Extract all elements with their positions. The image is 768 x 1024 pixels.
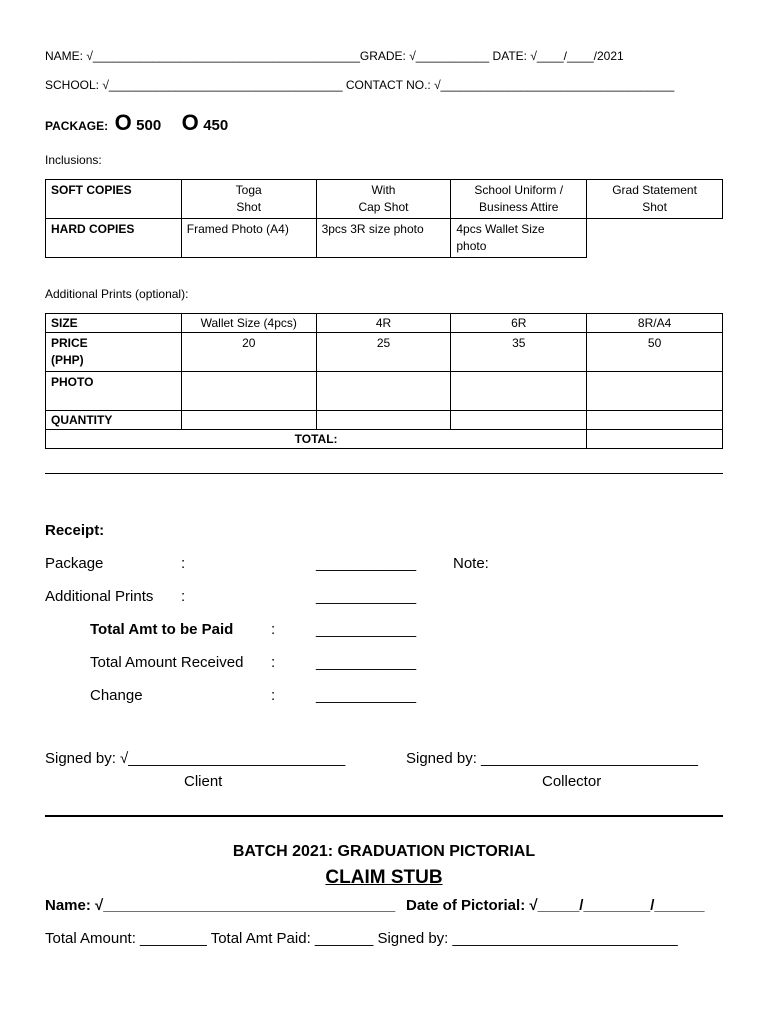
additional-prints-table — [45, 313, 723, 449]
size-4r: 4R — [316, 314, 451, 333]
package-row — [45, 110, 228, 136]
section-divider — [45, 473, 723, 474]
price-label: PRICE (PHP) — [46, 333, 182, 372]
claim-stub-title: CLAIM STUB — [325, 867, 443, 888]
collector-signature-line[interactable]: Signed by: __________________________ — [406, 750, 698, 767]
receipt-total-to-pay-blank[interactable]: ____________ — [316, 621, 417, 638]
total-label: TOTAL: — [46, 430, 587, 449]
price-row — [46, 333, 723, 372]
collector-label: Collector — [542, 773, 602, 790]
package-label: PACKAGE: — [45, 119, 109, 133]
receipt-note-label: Note: — [453, 555, 489, 572]
size-8r-a4: 8R/A4 — [587, 314, 723, 333]
cap-shot-cell: With Cap Shot — [316, 180, 451, 219]
batch-title: BATCH 2021: GRADUATION PICTORIAL — [232, 843, 536, 860]
receipt-change-label: Change — [90, 687, 143, 704]
additional-prints-label: Additional Prints (optional): — [45, 287, 189, 301]
photo-4r-cell[interactable] — [316, 372, 451, 411]
client-signature-line[interactable]: Signed by: √__________________________ — [45, 750, 346, 767]
photo-6r-cell[interactable] — [451, 372, 587, 411]
receipt-additional-label: Additional Prints — [45, 588, 154, 605]
toga-shot-cell: Toga Shot — [181, 180, 316, 219]
price-wallet: 20 — [181, 333, 316, 372]
photo-label: PHOTO — [46, 372, 182, 411]
receipt-received-blank[interactable]: ____________ — [316, 654, 417, 671]
receipt-change-colon: : — [271, 687, 276, 704]
quantity-label: QUANTITY — [46, 411, 182, 430]
package-option-450-circle[interactable]: O — [181, 110, 199, 135]
receipt-received-label: Total Amount Received — [90, 654, 244, 671]
quantity-4r-cell[interactable] — [316, 411, 451, 430]
package-option-450-value: 450 — [203, 117, 229, 134]
size-6r: 6R — [451, 314, 587, 333]
receipt-received-colon: : — [271, 654, 276, 671]
receipt-package-colon: : — [181, 555, 186, 572]
claim-date-line[interactable]: Date of Pictorial: √_____/________/______ — [406, 897, 705, 914]
receipt-additional-blank[interactable]: ____________ — [316, 588, 417, 605]
price-6r: 35 — [451, 333, 587, 372]
total-value-cell[interactable] — [587, 430, 723, 449]
receipt-total-to-pay-label: Total Amt to be Paid — [90, 621, 234, 638]
price-8r-a4: 50 — [587, 333, 723, 372]
size-wallet: Wallet Size (4pcs) — [181, 314, 316, 333]
photo-row — [46, 372, 723, 411]
uniform-attire-cell: School Uniform / Business Attire — [451, 180, 587, 219]
claim-totals-line[interactable]: Total Amount: ________ Total Amt Paid: _______ Signed by: ___________________________ — [45, 930, 678, 947]
receipt-total-to-pay-colon: : — [271, 621, 276, 638]
inclusions-label: Inclusions: — [45, 153, 102, 167]
size-row — [46, 314, 723, 333]
school-contact-line[interactable]: SCHOOL: √___________________________________ CONTACT NO.: √___________________________________ — [45, 78, 675, 92]
quantity-wallet-cell[interactable] — [181, 411, 316, 430]
photo-wallet-cell[interactable] — [181, 372, 316, 411]
claim-stub-divider — [45, 815, 723, 817]
grad-statement-cell: Grad Statement Shot — [587, 180, 723, 219]
inclusions-table — [45, 179, 723, 258]
receipt-package-label: Package — [45, 555, 104, 572]
package-option-500-circle[interactable]: O — [114, 110, 132, 135]
framed-photo-cell: Framed Photo (A4) — [181, 219, 316, 258]
receipt-title: Receipt: — [45, 522, 105, 539]
name-grade-date-line[interactable]: NAME: √________________________________________GRADE: √___________ DATE: √____/____/2021 — [45, 49, 624, 63]
wallet-photo-cell: 4pcs Wallet Size photo — [451, 219, 587, 258]
3r-photo-cell: 3pcs 3R size photo — [316, 219, 451, 258]
quantity-6r-cell[interactable] — [451, 411, 587, 430]
receipt-package-blank[interactable]: ____________ — [316, 555, 417, 572]
hard-copies-row — [46, 219, 723, 258]
hard-copies-label: HARD COPIES — [46, 219, 182, 258]
receipt-additional-colon: : — [181, 588, 186, 605]
quantity-row — [46, 411, 723, 430]
empty-cell — [587, 219, 723, 258]
package-option-500-value: 500 — [136, 117, 162, 134]
size-label: SIZE — [46, 314, 182, 333]
soft-copies-row — [46, 180, 723, 219]
photo-8r-cell[interactable] — [587, 372, 723, 411]
quantity-8r-cell[interactable] — [587, 411, 723, 430]
receipt-change-blank[interactable]: ____________ — [316, 687, 417, 704]
total-row — [46, 430, 723, 449]
price-4r: 25 — [316, 333, 451, 372]
claim-name-line[interactable]: Name: √___________________________________ — [45, 897, 396, 914]
client-label: Client — [184, 773, 223, 790]
soft-copies-label: SOFT COPIES — [46, 180, 182, 219]
